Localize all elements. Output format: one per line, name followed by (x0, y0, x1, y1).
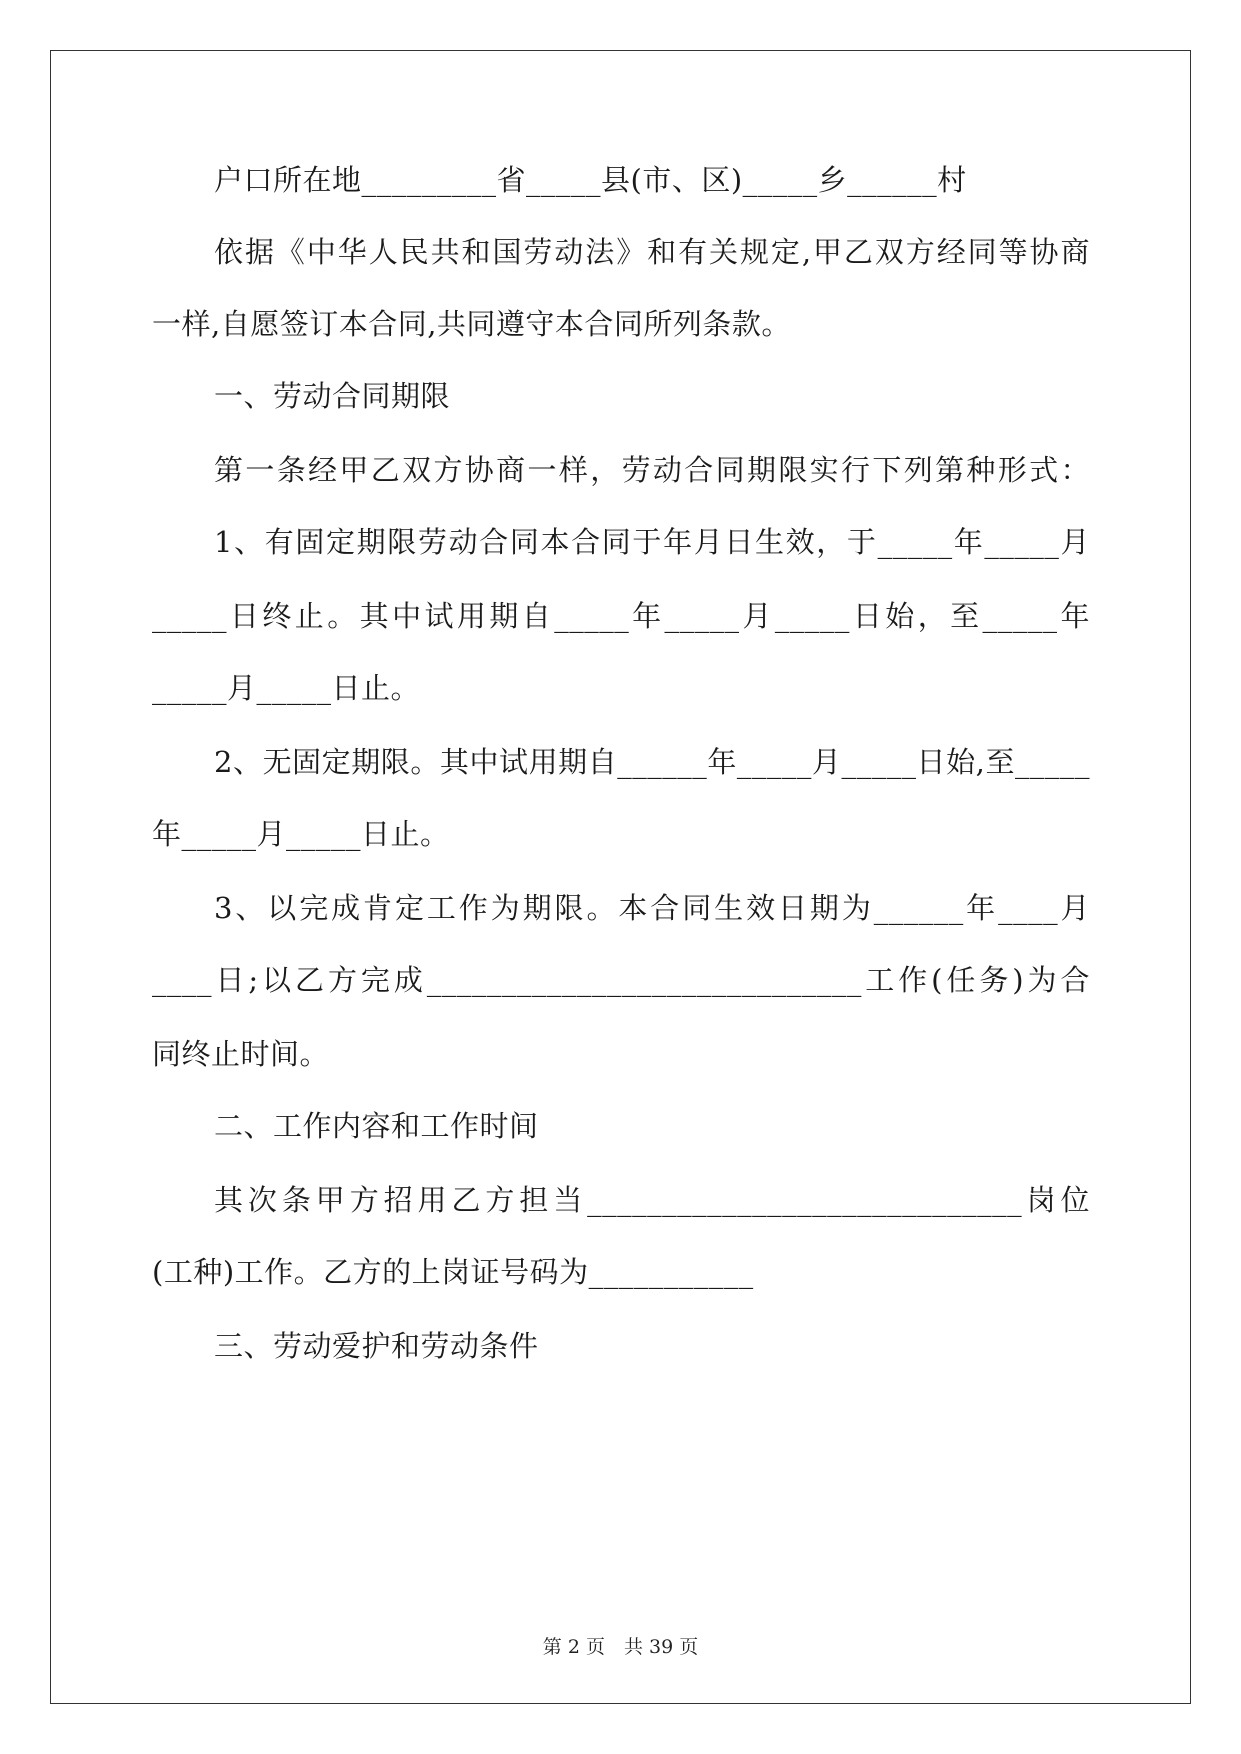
item-2-line-2: 年_____月_____日止。 (152, 817, 450, 851)
article-2-line-2: (工种)工作。乙方的上岗证号码为___________ (152, 1255, 754, 1289)
preamble-line-2: 一样,自愿签订本合同,共同遵守本合同所列条款。 (152, 307, 791, 341)
section-heading-work-content: 二、工作内容和工作时间 (214, 1109, 539, 1143)
section-heading-labor-protection: 三、劳动爱护和劳动条件 (214, 1329, 539, 1363)
preamble-line-1: 依据《中华人民共和国劳动法》和有关规定,甲乙双方经同等协商 (214, 235, 1090, 269)
section-heading-contract-term: 一、劳动合同期限 (214, 379, 451, 413)
article-1-line: 第一条经甲乙双方协商一样，劳动合同期限实行下列第种形式： (214, 453, 1090, 487)
item-1-line-2: _____日终止。其中试用期自_____年_____月_____日始，至_____年 (152, 599, 1090, 633)
item-2-line-1: 2、无固定期限。其中试用期自______年_____月_____日始,至_____ (214, 745, 1090, 779)
item-1-line-3: _____月_____日止。 (152, 671, 421, 705)
item-3-line-2: ____日;以乙方完成_____________________________工作(任务)为合 (152, 963, 1090, 997)
item-3-line-1: 3、以完成肯定工作为期限。本合同生效日期为______年____月 (214, 891, 1090, 925)
item-1-line-1: 1、有固定期限劳动合同本合同于年月日生效，于_____年_____月 (214, 525, 1090, 559)
page-border (50, 50, 1191, 1704)
page-number-footer: 第 2 页 共 39 页 (542, 1636, 699, 1658)
article-2-line-1: 其次条甲方招用乙方担当_____________________________岗位 (214, 1183, 1090, 1217)
household-registration-line: 户口所在地_________省_____县(市、区)_____乡______村 (214, 163, 967, 197)
item-3-line-3: 同终止时间。 (152, 1037, 330, 1071)
